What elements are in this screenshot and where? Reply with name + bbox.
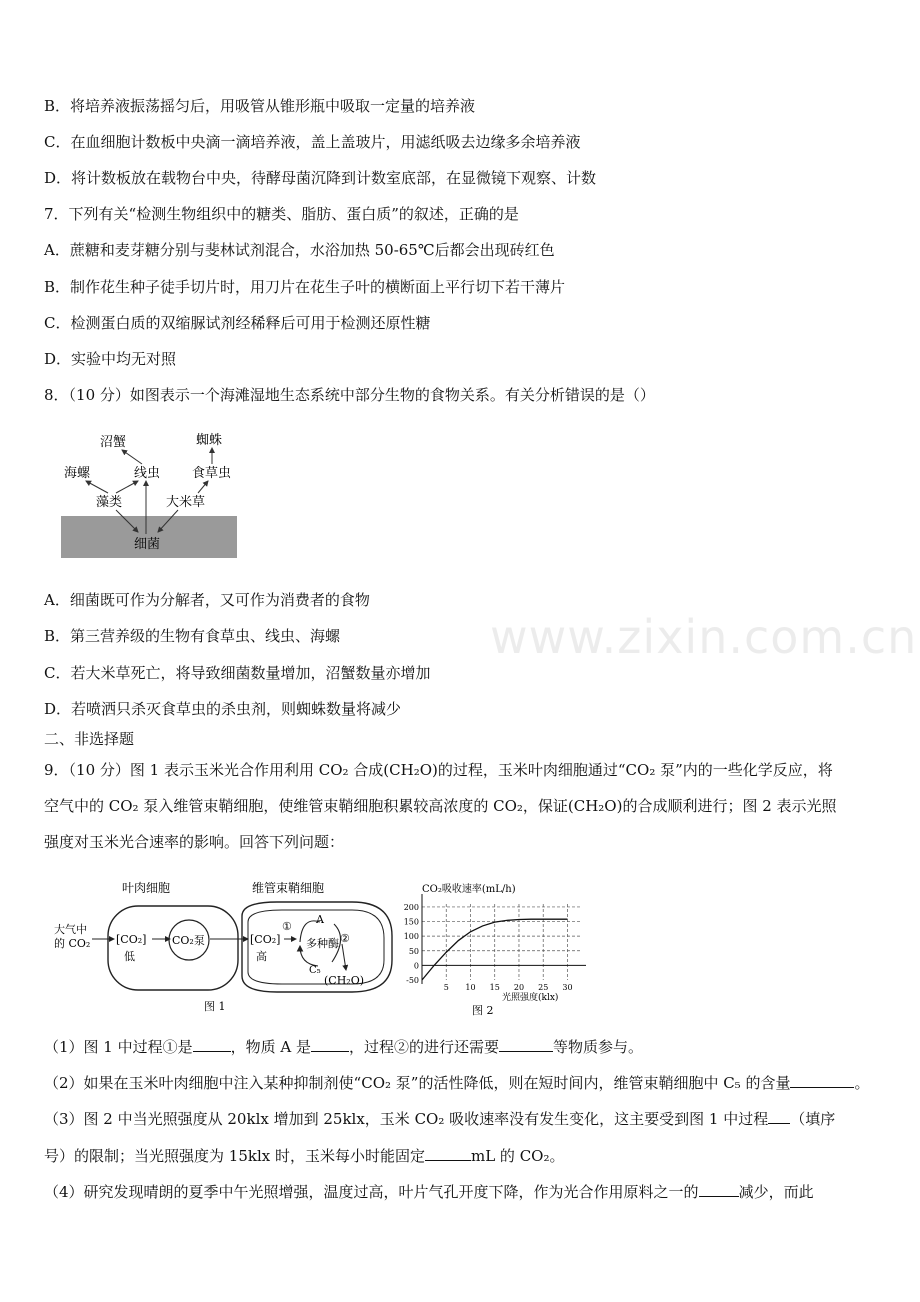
section-heading: 二、非选择题: [44, 730, 135, 748]
q7-option-a: A．蔗糖和麦芽糖分别与斐林试剂混合，水浴加热 50-65℃后都会出现砖红色: [44, 241, 555, 259]
q9-sub1-a: （1）图 1 中过程①是: [44, 1038, 193, 1056]
label-xijun: 细菌: [134, 537, 161, 552]
y-tick-label: 200: [403, 902, 419, 912]
food-web-diagram: [58, 426, 243, 562]
answer-blank[interactable]: [311, 1037, 349, 1052]
watermark: www.zixin.com.cn: [490, 610, 918, 664]
y-tick-label: -50: [406, 976, 419, 985]
q7-option-c: C．检测蛋白质的双缩脲试剂经稀释后可用于检测还原性糖: [44, 314, 431, 332]
chart-xlabel: 光照强度(klx): [502, 993, 559, 1003]
q6-option-c: C．在血细胞计数板中央滴一滴培养液，盖上盖玻片，用滤纸吸去边缘多余培养液: [44, 133, 581, 151]
fig1-co2-low: [CO₂]: [116, 933, 147, 946]
x-tick-label: 10: [465, 983, 476, 992]
q8-option-d: D．若喷洒只杀灭食草虫的杀虫剂，则蜘蛛数量将减少: [44, 700, 402, 718]
q9-sub1-b: ，物质 A 是: [230, 1038, 311, 1056]
fig1-caption: 图 1: [204, 1000, 226, 1013]
fig1-title-right: 维管束鞘细胞: [252, 881, 325, 895]
label-zhizhu: 蜘蛛: [196, 433, 223, 448]
fig1-pump: CO₂泵: [172, 934, 205, 947]
q9-sub3-a: （3）图 2 中当光照强度从 20klx 增加到 25klx，玉米 CO₂ 吸收速率没有发生变化，这主要受到图 1 中过程: [44, 1110, 769, 1128]
x-tick-label: 20: [513, 983, 525, 992]
answer-blank[interactable]: [790, 1073, 854, 1088]
label-xianchong: 线虫: [134, 466, 161, 481]
q9-sub3-b: （填序: [790, 1110, 836, 1128]
answer-blank[interactable]: [193, 1037, 231, 1052]
q9-sub1: [44, 1037, 643, 1057]
label-shicaochong: 食草虫: [192, 466, 232, 481]
y-tick-label: 100: [403, 932, 419, 942]
label-hailuo: 海螺: [64, 466, 91, 481]
q9-sub3-c: 号）的限制；当光照强度为 15klx 时，玉米每小时能固定: [44, 1147, 425, 1165]
q9-sub4: [44, 1182, 814, 1202]
q6-option-b: B．将培养液振荡摇匀后，用吸管从锥形瓶中吸取一定量的培养液: [44, 97, 476, 115]
y-tick-label: 0: [413, 961, 419, 971]
fig1-air: 大气中: [54, 923, 87, 936]
q9-sub2-b: 。: [854, 1074, 870, 1092]
fig1-title-left: 叶肉细胞: [122, 881, 171, 895]
answer-blank[interactable]: [699, 1182, 739, 1197]
x-tick-label: 5: [443, 983, 449, 992]
x-tick-label: 30: [562, 983, 573, 992]
mesophyll-cell: [108, 906, 238, 990]
q9-sub4-b: 减少，而此: [738, 1183, 814, 1201]
chart-title: CO₂吸收速率(mL/h): [422, 884, 516, 895]
q8-option-b: B．第三营养级的生物有食草虫、线虫、海螺: [44, 627, 341, 645]
fig1-c5: C₅: [309, 965, 321, 976]
figure-2-chart: [392, 880, 592, 1018]
q9-sub1-c: ，过程②的进行还需要: [349, 1038, 500, 1056]
y-tick-label: 150: [403, 917, 419, 927]
answer-blank[interactable]: [425, 1146, 471, 1161]
q6-option-d: D．将计数板放在载物台中央，待酵母菌沉降到计数室底部，在显微镜下观察、计数: [44, 169, 597, 187]
fig2-caption: 图 2: [472, 1004, 494, 1017]
q9-sub1-d: 等物质参与。: [553, 1038, 644, 1056]
fig1-step2: ②: [340, 932, 350, 945]
q9-sub3-cont: [44, 1146, 565, 1166]
q7-option-b: B．制作花生种子徒手切片时，用刀片在花生子叶的横断面上平行切下若干薄片: [44, 278, 566, 296]
figure-1-diagram: [52, 876, 402, 1016]
q9-stem-line3: 强度对玉米光合速率的影响。回答下列问题：: [44, 833, 345, 851]
q9-sub3-d: mL 的 CO₂。: [470, 1147, 565, 1165]
q8-option-a: A．细菌既可作为分解者，又可作为消费者的食物: [44, 591, 370, 609]
fig1-co2-high: [CO₂]: [250, 933, 281, 946]
q9-sub2: [44, 1073, 869, 1093]
x-tick-label: 25: [538, 983, 549, 992]
q7-stem: 7．下列有关“检测生物组织中的糖类、脂肪、蛋白质”的叙述，正确的是: [44, 205, 519, 223]
fig1-step1: ①: [282, 920, 292, 933]
q7-option-d: D．实验中均无对照: [44, 350, 177, 368]
label-zaolei: 藻类: [96, 495, 123, 510]
fig1-enzymes: 多种酶: [306, 937, 339, 950]
q8-option-c: C．若大米草死亡，将导致细菌数量增加，沼蟹数量亦增加: [44, 664, 431, 682]
answer-blank[interactable]: [499, 1037, 553, 1052]
fig1-ch2o: (CH₂O): [324, 974, 365, 987]
label-zhaoxie: 沼蟹: [100, 435, 127, 450]
q8-stem: 8．（10 分）如图表示一个海滩湿地生态系统中部分生物的食物关系。有关分析错误的是（）: [44, 386, 655, 404]
q9-stem-line1: 9．（10 分）图 1 表示玉米光合作用利用 CO₂ 合成(CH₂O)的过程，玉米叶肉细胞通过“CO₂ 泵”内的一些化学反应，将: [44, 761, 833, 779]
answer-blank[interactable]: [768, 1109, 790, 1124]
x-tick-label: 15: [489, 983, 500, 992]
fig1-low: 低: [124, 950, 135, 963]
q9-sub2-a: （2）如果在玉米叶肉细胞中注入某种抑制剂使“CO₂ 泵”的活性降低，则在短时间内，维管束鞘细胞中 C₅ 的含量: [44, 1074, 791, 1092]
q9-sub3: [44, 1109, 835, 1129]
q9-stem-line2: 空气中的 CO₂ 泵入维管束鞘细胞，使维管束鞘细胞积累较高浓度的 CO₂，保证(CH₂O)的合成顺利进行；图 2 表示光照: [44, 797, 837, 815]
fig1-a: A: [316, 913, 324, 926]
label-damicao: 大米草: [166, 495, 206, 510]
q9-sub4-a: （4）研究发现晴朗的夏季中午光照增强，温度过高，叶片气孔开度下降，作为光合作用原料之一的: [44, 1183, 699, 1201]
y-tick-label: 50: [408, 946, 419, 956]
fig1-high: 高: [256, 950, 267, 963]
fig1-air2: 的 CO₂: [54, 937, 91, 950]
